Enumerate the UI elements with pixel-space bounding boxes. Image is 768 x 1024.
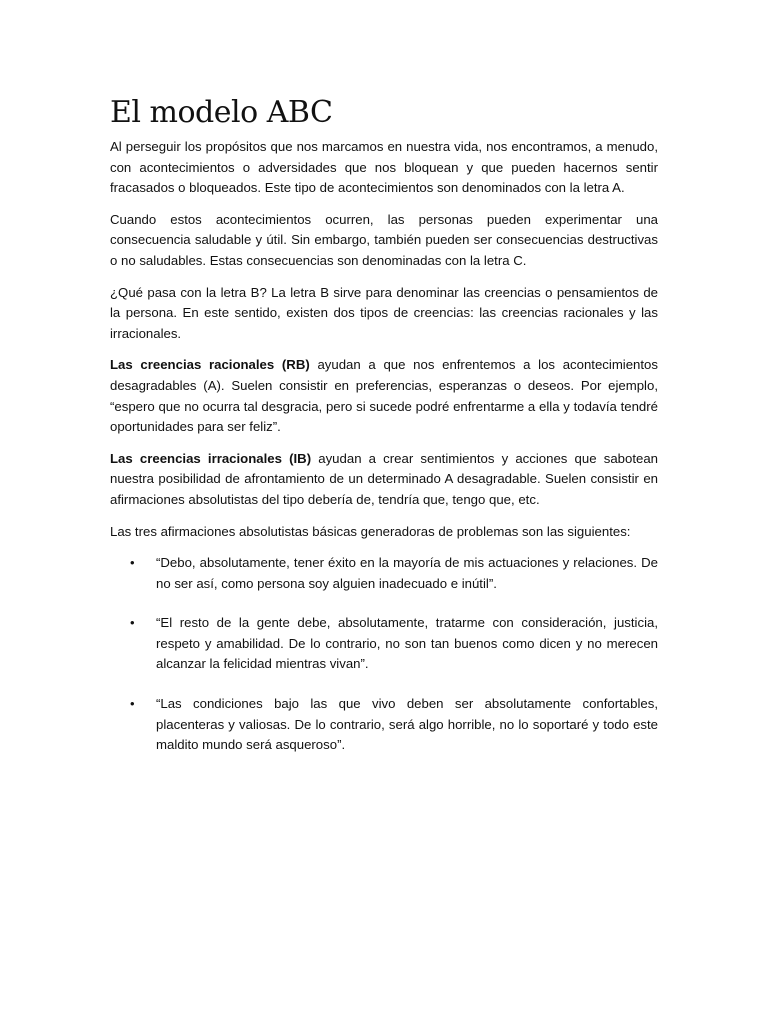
- list-item: [110, 553, 658, 594]
- paragraph-irrational-beliefs: [110, 449, 658, 511]
- paragraph-beliefs-b: [110, 283, 658, 345]
- paragraph-rational-beliefs: [110, 355, 658, 437]
- document-title: El modelo ABC: [110, 95, 333, 130]
- paragraph-absolutist-intro: [110, 522, 658, 543]
- list-item-text: “El resto de la gente debe, absolutamente, tratarme con consideración, justicia, respeto y amabilidad. De lo contrario, no son tan buenos como dicen y no merecen alcanzar la felicidad mientras vivan”.: [156, 615, 658, 672]
- bullet-icon: •: [130, 555, 135, 571]
- absolutist-statements-list: [110, 553, 658, 756]
- bullet-icon: •: [130, 696, 135, 712]
- list-item: [110, 694, 658, 756]
- paragraph-consequences-c: [110, 210, 658, 272]
- list-item-text: “Debo, absolutamente, tener éxito en la mayoría de mis actuaciones y relaciones. De no ser así, como persona soy alguien inadecuado e inútil”.: [156, 555, 658, 591]
- list-item-text: “Las condiciones bajo las que vivo deben ser absolutamente confortables, placenteras y valiosas. De lo contrario, será algo horrible, no lo soportaré y todo este maldito mundo será asqueroso”.: [156, 696, 658, 753]
- paragraph-text: ayudan a que nos enfrentemos a los acontecimientos desagradables (A). Suelen consistir en preferencias, esperanzas o deseos. Por ejemplo, “espero que no ocurra tal desgracia, pero si sucede podré enfrentarme a ella y todavía tendré oportunidades para ser feliz”.: [110, 357, 658, 435]
- paragraph-text: ayudan a crear sentimientos y acciones que sabotean nuestra posibilidad de afrontamiento de un determinado A desagradable. Suelen consistir en afirmaciones absolutistas del tipo debería de, tendría que, tengo que, etc.: [110, 450, 658, 507]
- paragraph-text: Cuando estos acontecimientos ocurren, las personas pueden experimentar una consecuencia saludable y útil. Sin embargo, también pueden ser consecuencias destructivas o no saludables. Estas consecuencias son denominadas con la letra C.: [110, 211, 658, 268]
- paragraph-text: ¿Qué pasa con la letra B? La letra B sirve para denominar las creencias o pensamientos de la persona. En este sentido, existen dos tipos de creencias: las creencias racionales y las irracionales.: [110, 284, 658, 341]
- paragraph-events-a: [110, 137, 658, 199]
- paragraph-lead-bold: Las creencias racionales (RB): [110, 357, 310, 373]
- bullet-icon: •: [130, 615, 135, 631]
- paragraph-text: Al perseguir los propósitos que nos marcamos en nuestra vida, nos encontramos, a menudo, con acontecimientos o adversidades que nos bloquean y que pueden hacernos sentir fracasados o bloqueados. Este tipo de acontecimientos son denominados con la letra A.: [110, 139, 658, 196]
- document-page: [110, 92, 658, 775]
- paragraph-text: Las tres afirmaciones absolutistas básicas generadoras de problemas son las siguientes:: [110, 523, 631, 539]
- paragraph-lead-bold: Las creencias irracionales (IB): [110, 450, 312, 466]
- list-item: [110, 613, 658, 675]
